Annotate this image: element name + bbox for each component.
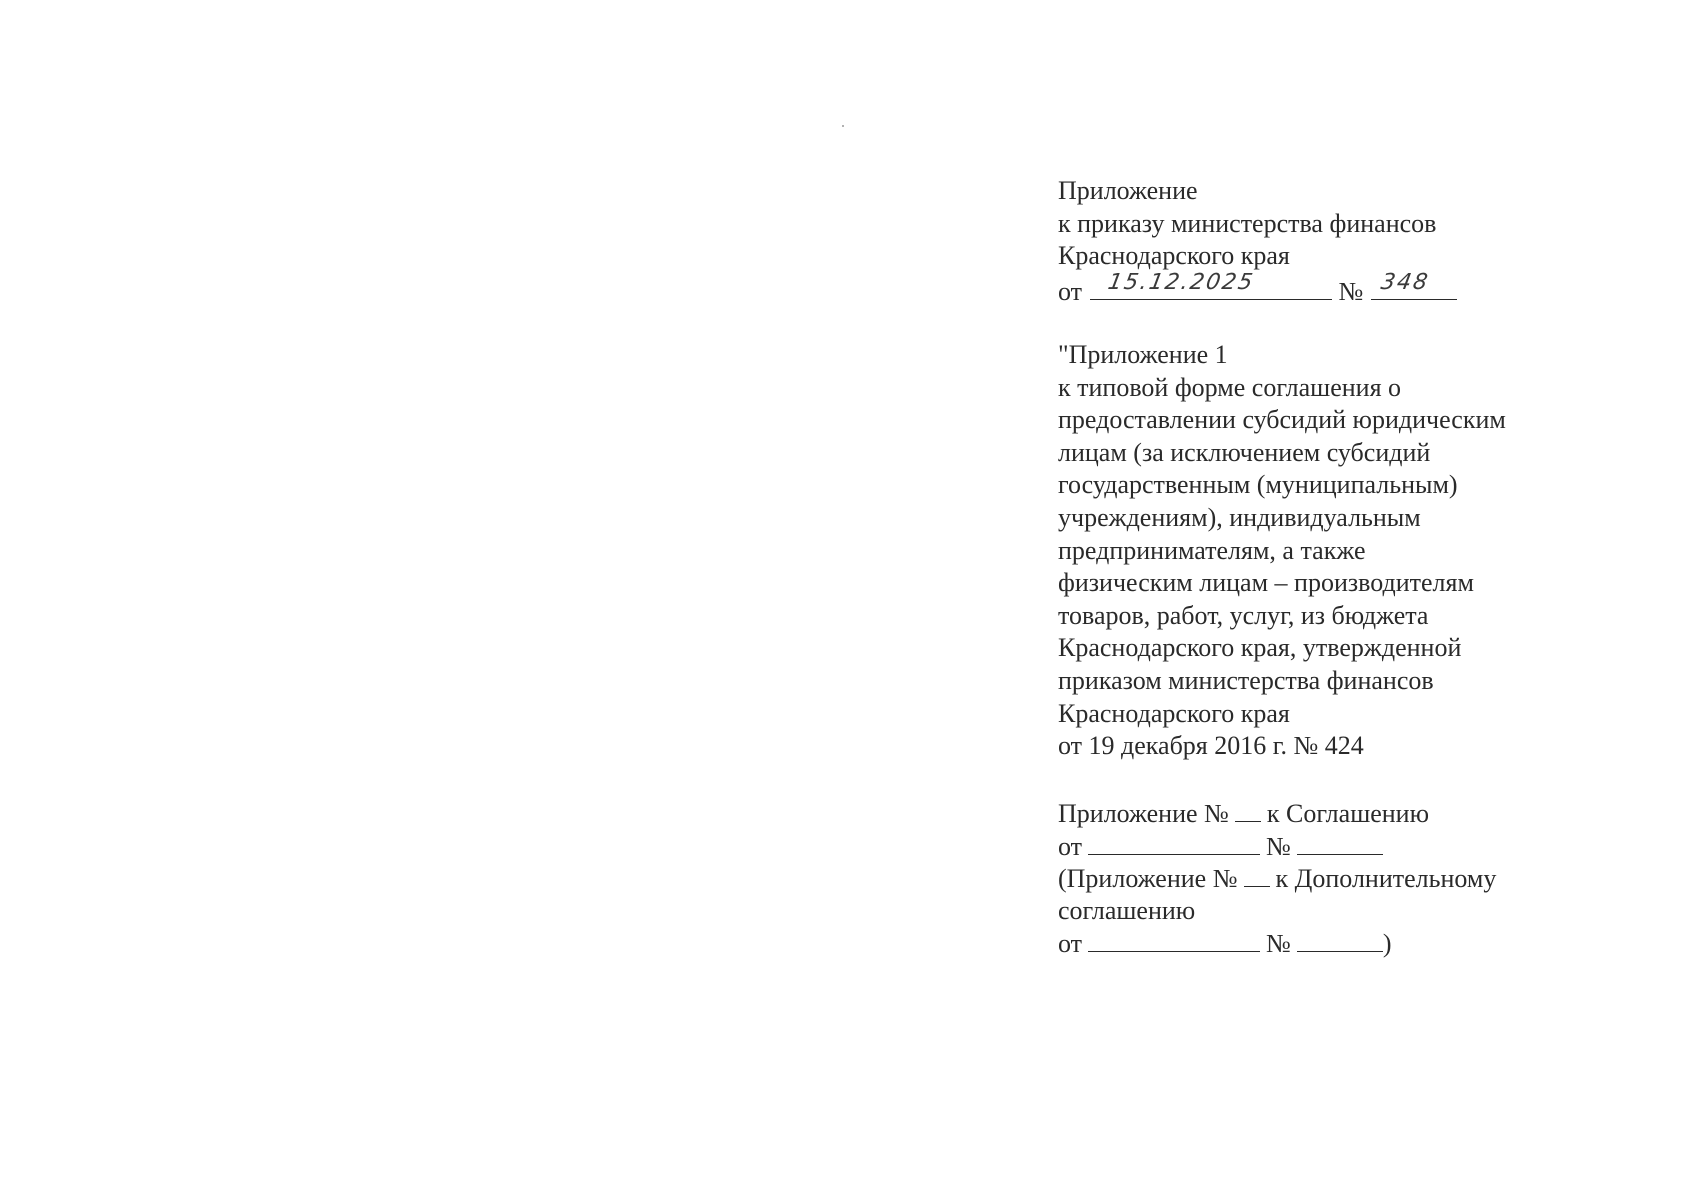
order-number-handwritten: 348 [1379,270,1432,296]
order-date-field [1090,270,1332,300]
supplement-num-blank [1297,927,1383,952]
appendix1-line: к типовой форме соглашения о [1058,372,1402,402]
appendix1-block [1058,339,1578,763]
agreement-attachment-label: Приложение № [1058,799,1229,828]
agreement-date-blank [1088,830,1260,855]
supplement-title-line [1058,862,1578,895]
agreement-from-label: от [1058,831,1083,861]
supplement-agreement-line: соглашению [1058,895,1196,925]
appendix1-line: приказом министерства финансов [1058,665,1434,695]
supplement-close-paren: ) [1382,929,1392,959]
agreement-label: к Соглашению [1266,799,1430,828]
order-attachment-block [1058,175,1578,305]
supplement-from-label: от [1058,929,1083,959]
appendix1-line: "Приложение 1 [1058,340,1228,369]
order-number-field [1371,270,1457,300]
agreement-title-line [1058,797,1578,830]
appendix1-line: товаров, работ, услуг, из бюджета [1058,600,1429,630]
agreement-attachment-block [1058,797,1578,960]
appendix1-line: от 19 декабря 2016 г. № 424 [1058,731,1364,761]
order-attachment-title: Приложение [1058,176,1198,205]
appendix1-line: лицам (за исключением субсидий [1058,437,1431,467]
supplement-date-number-line [1058,927,1578,960]
order-date-handwritten: 15.12.2025 [1105,270,1257,296]
agreement-num-blank [1297,830,1383,855]
appendix1-line: Краснодарского края, утвержденной [1058,633,1462,663]
supplement-attachment-label: (Приложение № [1058,864,1238,894]
agreement-number-label: № [1266,831,1291,861]
agreement-date-number-line [1058,830,1578,863]
agreement-number-blank [1235,797,1261,822]
order-region-line: Краснодарского края [1058,241,1290,271]
appendix1-line: предпринимателям, а также [1058,535,1366,565]
appendix1-line: государственным (муниципальным) [1058,470,1458,500]
order-date-number-line [1058,270,1578,306]
appendix1-line: учреждениям), индивидуальным [1058,502,1421,532]
order-from-label: от [1058,276,1083,306]
order-number-label: № [1338,276,1364,306]
supplement-label: к Дополнительному [1275,864,1497,894]
supplement-number-blank [1244,862,1270,887]
supplement-number-label: № [1266,929,1291,959]
scan-speck [842,125,844,127]
appendix1-line: физическим лицам – производителям [1058,568,1474,598]
appendix1-line: Краснодарского края [1058,698,1290,728]
order-reference-line: к приказу министерства финансов [1058,208,1437,238]
appendix1-line: предоставлении субсидий юридическим [1058,405,1506,435]
supplement-date-blank [1088,927,1260,952]
